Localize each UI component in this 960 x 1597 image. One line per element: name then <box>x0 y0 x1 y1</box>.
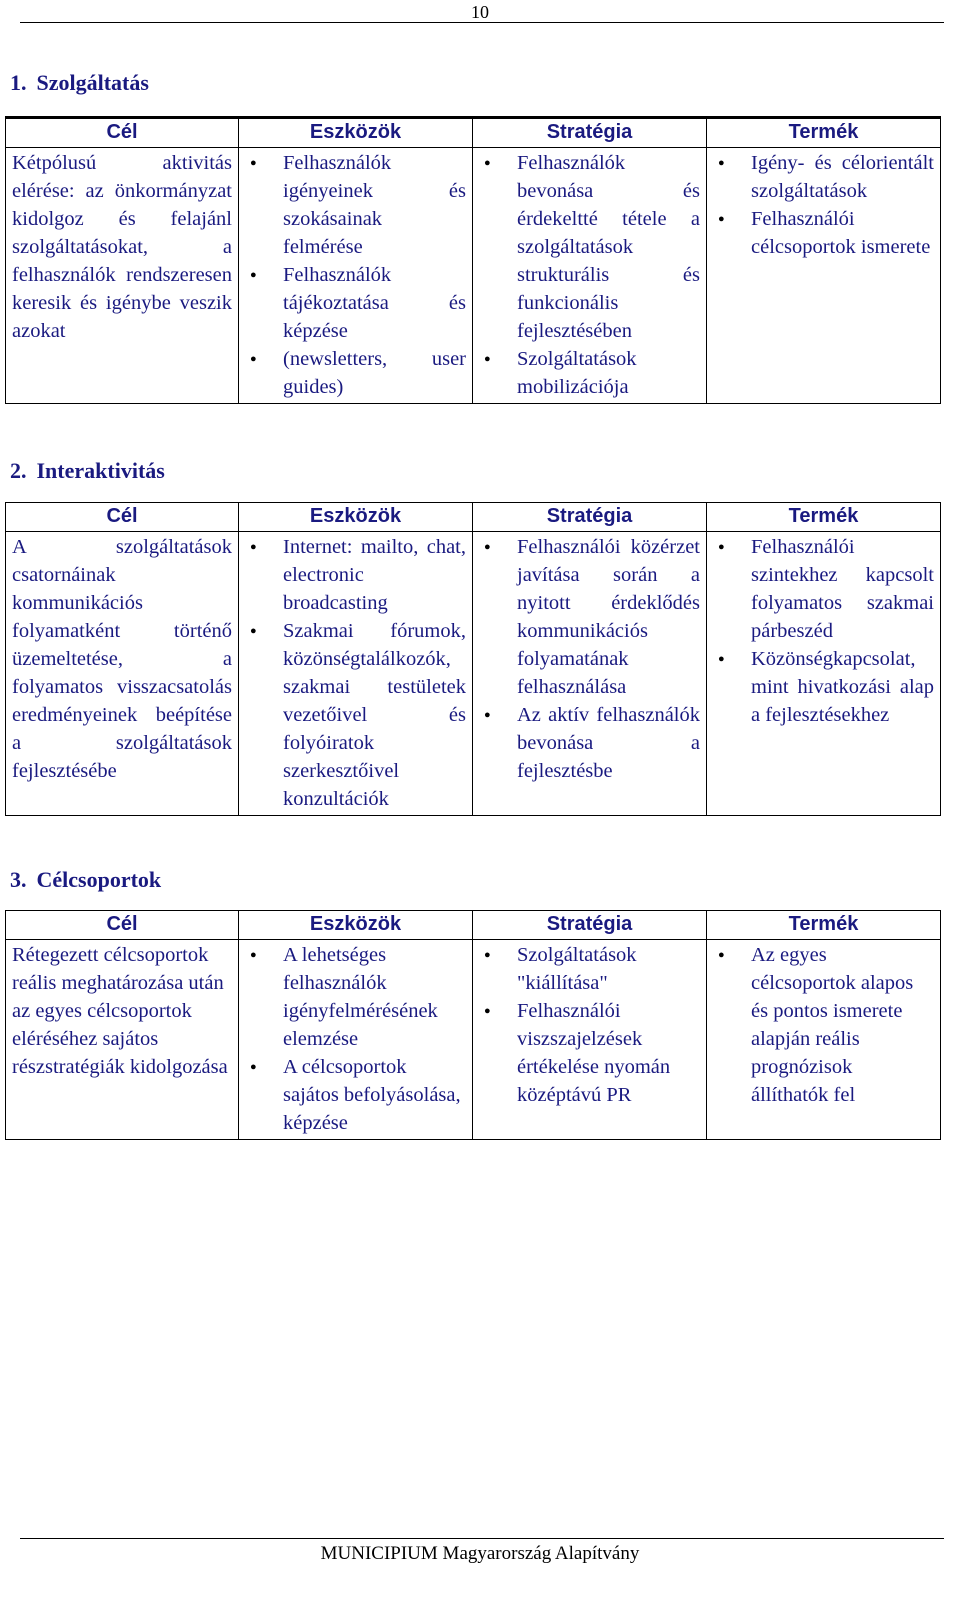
list-item: ● (newsletters, user guides) <box>283 345 466 401</box>
table-interaktivitas <box>5 502 941 816</box>
table-row <box>6 940 941 1140</box>
header-termek: Termék <box>707 503 941 532</box>
strategy-list <box>479 533 700 785</box>
product-cell <box>707 148 941 404</box>
section-title-interaktivitas <box>10 458 165 484</box>
list-item: ● Felhasználók igényeinek és szokásainak felmérése <box>283 149 466 261</box>
table-row <box>6 148 941 404</box>
list-item: ● Internet: mailto, chat, electronic broadcasting <box>283 533 466 617</box>
header-termek: Termék <box>707 911 941 940</box>
table-header-row <box>6 118 941 148</box>
strategy-cell <box>473 940 707 1140</box>
section-title-text: Célcsoportok <box>36 867 162 892</box>
page-footer: MUNICIPIUM Magyarország Alapítvány <box>320 1543 640 1564</box>
tools-list <box>245 533 466 813</box>
product-list <box>713 941 934 1109</box>
section-number: 2. <box>10 458 27 483</box>
list-item: ● Közönségkapcsolat, mint hivatkozási alap a fejlesztésekhez <box>751 645 934 729</box>
list-item: ● Szolgáltatások "kiállítása" <box>517 941 700 997</box>
strategy-list <box>479 149 700 401</box>
list-item: ● Szakmai fórumok, közönségtalálkozók, szakmai testületek vezetőivel és folyóiratok szerkesztőivel konzultációk <box>283 617 466 813</box>
goal-cell: Rétegezett célcsoportok reális meghatározása után az egyes célcsoportok eléréséhez sajátos részstratégiák kidolgozása <box>6 940 239 1140</box>
strategy-cell <box>473 148 707 404</box>
product-cell <box>707 532 941 816</box>
list-item: ● Az aktív felhasználók bevonása a fejlesztésbe <box>517 701 700 785</box>
table-header-row <box>6 911 941 940</box>
section-number: 3. <box>10 867 27 892</box>
header-termek: Termék <box>707 118 941 148</box>
table-header-row <box>6 503 941 532</box>
header-eszkozok: Eszközök <box>239 118 473 148</box>
list-item: ● Az egyes célcsoportok alapos és pontos ismerete alapján reális prognózisok állíthatók fel <box>751 941 934 1109</box>
table-row <box>6 532 941 816</box>
section-title-text: Szolgáltatás <box>36 70 149 95</box>
tools-cell <box>239 940 473 1140</box>
header-strategia: Stratégia <box>473 911 707 940</box>
list-item: ● Felhasználók tájékoztatása és képzése <box>283 261 466 345</box>
section-title-szolgaltatas <box>10 70 149 96</box>
section-number: 1. <box>10 70 27 95</box>
header-strategia: Stratégia <box>473 118 707 148</box>
list-item: ● Felhasználói viszszajelzések értékelése nyomán középtávú PR <box>517 997 700 1109</box>
list-item: ● Felhasználói célcsoportok ismerete <box>751 205 934 261</box>
list-item: ● Felhasználói közérzet javítása során a nyitott érdeklődés kommunikációs folyamatának felhasználása <box>517 533 700 701</box>
list-item: ● Felhasználók bevonása és érdekeltté tétele a szolgáltatások strukturális és funkcionális fejlesztésében <box>517 149 700 345</box>
list-item: ● Igény- és célorientált szolgáltatások <box>751 149 934 205</box>
strategy-list <box>479 941 700 1109</box>
product-list <box>713 149 934 261</box>
header-eszkozok: Eszközök <box>239 911 473 940</box>
tools-cell <box>239 532 473 816</box>
list-item: ● Felhasználói szintekhez kapcsolt folyamatos szakmai párbeszéd <box>751 533 934 645</box>
header-cel: Cél <box>6 118 239 148</box>
section-title-text: Interaktivitás <box>36 458 165 483</box>
tools-cell <box>239 148 473 404</box>
table-celcsoportok <box>5 910 941 1140</box>
header-strategia: Stratégia <box>473 503 707 532</box>
goal-cell: Kétpólusú aktivitás elérése: az önkormányzat kidolgoz és felajánl szolgáltatásokat, a felhasználók rendszeresen keresik és igénybe veszik azokat <box>6 148 239 404</box>
section-title-celcsoportok <box>10 867 161 893</box>
table-szolgaltatas <box>5 116 941 404</box>
header-eszkozok: Eszközök <box>239 503 473 532</box>
strategy-cell <box>473 532 707 816</box>
goal-cell: A szolgáltatások csatornáinak kommunikációs folyamatként történő üzemeltetése, a folyamatos visszacsatolás eredményeinek beépítése a szolgáltatások fejlesztésébe <box>6 532 239 816</box>
page-number: 10 <box>471 2 489 22</box>
footer-rule <box>20 1538 944 1539</box>
product-list <box>713 533 934 729</box>
header-rule <box>20 22 944 23</box>
tools-list <box>245 941 466 1137</box>
product-cell <box>707 940 941 1140</box>
list-item: ● A lehetséges felhasználók igényfelmérésének elemzése <box>283 941 466 1053</box>
list-item: ● Szolgáltatások mobilizációja <box>517 345 700 401</box>
header-cel: Cél <box>6 911 239 940</box>
header-cel: Cél <box>6 503 239 532</box>
list-item: ● A célcsoportok sajátos befolyásolása, képzése <box>283 1053 466 1137</box>
tools-list <box>245 149 466 401</box>
